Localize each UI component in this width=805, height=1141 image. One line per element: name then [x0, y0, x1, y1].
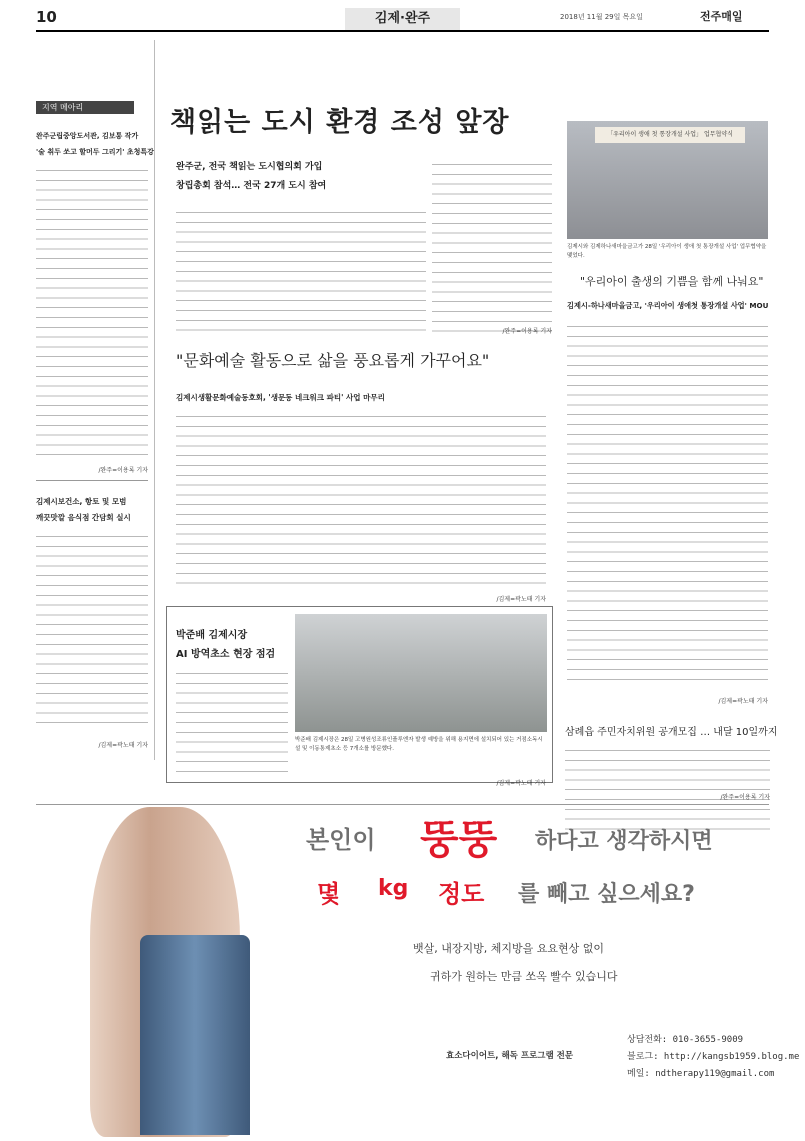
main-sub2: 창립총회 참석… 전국 27개 도시 참여 [176, 181, 327, 191]
mou-banner: 「우리아이 생애 첫 통장개설 사업」 업무협약식 [595, 127, 745, 143]
mid-quote: "문화예술 활동으로 삶을 풍요롭게 가꾸어요" [176, 351, 490, 370]
mou-subhead: 김제시-하나새마을금고, '우리아이 생애첫 통장개설 사업' MOU [567, 301, 769, 310]
ad-line2c: 정도 [438, 880, 485, 908]
ad-line2a: 몇 [317, 880, 341, 908]
mou-byline: /김제=곽노태 기자 [718, 698, 768, 705]
ad-line4: 귀하가 원하는 만큼 쏘옥 빨수 있습니다 [430, 970, 618, 983]
mou-quote: "우리아이 출생의 기쁨을 함께 나눠요" [580, 275, 764, 288]
ad-brand: 효소다이어트, 해독 프로그램 전문 [446, 1051, 574, 1061]
ai-body-left [176, 669, 288, 775]
mid-byline: /김제=곽노태 기자 [496, 596, 546, 603]
sidebar-article1-sub: '술 취두 쏘고 할머두 그리기' 초청특강 [36, 148, 154, 156]
sidebar-article2-byline: /김제=곽노태 기자 [98, 742, 148, 749]
mid-subhead: 김제시생활문화예술동호회, '생문동 네크워크 파티' 사업 마무리 [176, 393, 385, 402]
main-body-left [176, 208, 426, 332]
ad-rule [36, 804, 769, 805]
ad-line3: 뱃살, 내장지방, 체지방을 요요현상 없이 [413, 942, 604, 955]
ad-jeans [140, 935, 250, 1135]
mou-caption: 김제시와 김제하나새마을금고가 28일 '우리아이 생애 첫 통장개설 사업' 업무협약을 맺었다. [567, 244, 767, 259]
sidebar-article1-body [36, 166, 148, 456]
ai-byline: /김제=곽노태 기자 [496, 780, 546, 787]
sidebar-article2-body [36, 532, 148, 732]
sidebar-article2-title: 김제시보건소, 항토 및 모범 [36, 497, 127, 506]
samnye-byline: /완주=이용록 기자 [720, 794, 770, 801]
ai-headline2: AI 방역초소 현장 점검 [176, 649, 276, 660]
mid-body [176, 412, 546, 588]
sidebar-article1-byline: /완주=이용록 기자 [98, 467, 148, 474]
ad-line2d: 를 빼고 싶으세요? [518, 882, 695, 907]
samnye-body [565, 746, 770, 832]
sidebar-article2-sub: 깨끗맛깔 음식점 간담회 실시 [36, 513, 131, 522]
main-sub1: 완주군, 전국 책읽는 도시협의회 가입 [176, 162, 323, 172]
ai-caption: 박준배 김제시장은 28일 고병원성조류인플루엔자 발생 예방을 위해 용지면에 설치되어 있는 거점소독시설 및 이동통제초소 등 7개소를 방문했다. [295, 737, 543, 752]
samnye-headline: 삼례읍 주민자치위원 공개모집 … 내달 10일까지 [565, 727, 778, 738]
mou-body [567, 322, 768, 688]
paper-name: 전주매일 [700, 10, 743, 23]
ad-phone: 상담전화: 010-3655-9009 [627, 1035, 744, 1045]
mou-photo [567, 121, 768, 239]
ad-blog: 블로그: http://kangsb1959.blog.me [627, 1052, 800, 1062]
main-body-right [432, 160, 552, 335]
main-byline: /완주=이용록 기자 [502, 328, 552, 335]
main-headline: 책읽는 도시 환경 조성 앞장 [170, 107, 510, 138]
ad-line1c: 하다고 생각하시면 [535, 829, 713, 854]
ad-line1a: 본인이 [306, 826, 376, 854]
publication-date: 2018년 11월 29일 목요일 [560, 13, 643, 21]
section-title: 김제·완주 [345, 8, 460, 30]
ad-line1b: 뚱뚱 [420, 817, 498, 863]
ai-headline1: 박준배 김제시장 [176, 630, 248, 641]
sidebar-tag: 지역 메아리 [36, 101, 134, 114]
ai-photo [295, 614, 547, 732]
sidebar-divider [36, 480, 148, 481]
ad-mail: 메일: ndtherapy119@gmail.com [627, 1069, 775, 1079]
page-number: 10 [36, 8, 57, 26]
column-rule [154, 40, 155, 760]
header-rule [36, 30, 769, 32]
sidebar-article1-title: 완주군립중앙도서관, 김보통 작가 [36, 132, 139, 140]
ad-line2b: kg [378, 876, 409, 901]
